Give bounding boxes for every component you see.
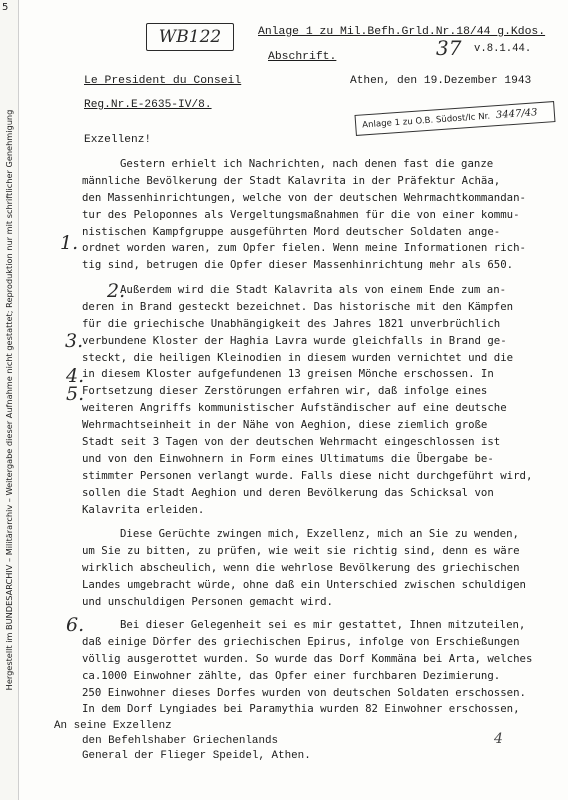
text-line: in diesem Kloster aufgefundenen 13 greisen Mönche erschossen. In <box>82 367 494 381</box>
text-line: stimmter Personen verlangt wurde. Falls diese nicht durchgeführt wird, <box>82 468 533 482</box>
archive-copyright-note: Hergestellt im BUNDESARCHIV – Militärarchiv – Weitergabe dieser Aufnahme nicht gestattet; Reproduktion nur mit schriftlicher Genehmigung <box>4 109 14 691</box>
addressee-line: General der Flieger Speidel, Athen. <box>82 750 311 762</box>
text-line: In dem Dorf Lyngiades bei Paramythia wurden 82 Einwohner erschossen, <box>82 702 520 716</box>
text-line: deren in Brand gesteckt bezeichnet. Das historische mit den Kämpfen <box>82 299 514 313</box>
text-line: und unschuldigen Personen gemacht wird. <box>82 594 333 608</box>
text-line: und von den Einwohnern in Form eines Ultimatums die Übergabe be- <box>82 451 494 465</box>
addressee-line: den Befehlshaber Griechenlands <box>82 735 279 747</box>
text-line: 250 Einwohner dieses Dorfes wurden von deutschen Soldaten erschossen. <box>82 685 526 699</box>
text-line: wirklich abscheulich, wenn die wehrlose Bevölkerung des griechischen <box>82 560 520 574</box>
text-line: männliche Bevölkerung der Stadt Kalavrita in der Präfektur Achäa, <box>82 173 501 187</box>
paragraph-2 <box>82 283 550 519</box>
archive-signature-box: WB122 <box>146 23 234 51</box>
text-line: ca.1000 Einwohner zählte, das Opfer einer furchbaren Dezimierung. <box>82 668 501 682</box>
margin-number-1: 1. <box>60 232 79 254</box>
text-line: steckt, die heiligen Kleinodien in diesem wurden vernichtet und die <box>82 350 514 364</box>
reference-date: v.8.1.44. <box>474 43 532 55</box>
text-line: verbundene Kloster der Haghia Lavra wurde gleichfalls in Brand ge- <box>82 333 507 347</box>
text-line: Diese Gerüchte zwingen mich, Exzellenz, mich an Sie zu wenden, <box>120 527 519 540</box>
handwritten-number: 37 <box>436 36 462 60</box>
text-line: für die griechische Unabhängigkeit des Jahres 1821 unverbrüchlich <box>82 316 501 330</box>
addressee-line: An seine Exzellenz <box>54 720 172 732</box>
copy-label: Abschrift. <box>268 51 337 63</box>
text-line: um Sie zu bitten, zu prüfen, wie weit sie richtig sind, denn es wäre <box>82 543 520 557</box>
sender-title: Le President du Conseil <box>84 75 242 87</box>
stamp-text: Anlage 1 zu O.B. Südost/Ic Nr. <box>361 111 491 130</box>
text-line: tig sind, betrugen die Opfer dieser Massenhinrichtung mehr als 650. <box>82 258 514 272</box>
paragraph-3 <box>82 527 550 611</box>
text-line: daß einige Dörfer des griechischen Epirus, infolge von Erschießungen <box>82 634 520 648</box>
text-line: den Massenhinrichtungen, welche von der deutschen Wehrmachtkommandan- <box>82 190 526 204</box>
page-mark: 4 <box>494 731 503 747</box>
text-line: sollen die Stadt Aeghion und deren Bevölkerung das Schicksal von <box>82 485 494 499</box>
text-line: Landes umgebracht würde, ohne daß ein Unterschied zwischen schuldigen <box>82 577 526 591</box>
text-line: völlig ausgerottet wurden. So wurde das Dorf Kommäna bei Arta, welches <box>82 651 533 665</box>
text-line: Außerdem wird die Stadt Kalavrita als von einem Ende zum an- <box>120 283 507 296</box>
margin-number-3: 3. <box>65 330 84 352</box>
text-line: Bei dieser Gelegenheit sei es mir gestattet, Ihnen mitzuteilen, <box>120 618 526 631</box>
text-line: ordnet worden waren, zum Opfer fielen. Wenn meine Informationen rich- <box>82 241 526 255</box>
text-line: Wehrmachtseinheit in der Nähe von Aeghion, diese ziemlich große <box>82 418 488 432</box>
paragraph-1 <box>82 157 550 275</box>
margin-number-2: 2. <box>107 280 126 302</box>
annex-reference: Anlage 1 zu Mil.Befh.Grld.Nr.18/44 g.Kdos. <box>258 26 546 38</box>
margin-number-5: 5. <box>66 383 85 405</box>
text-line: Stadt seit 3 Tagen von der deutschen Wehrmacht eingeschlossen ist <box>82 435 501 449</box>
text-line: weiteren Angriffs kommunistischer Aufständischer auf eine deutsche <box>82 401 507 415</box>
text-line: nistischen Kampfgruppe ausgeführten Mord deutscher Soldaten ange- <box>82 224 501 238</box>
paragraph-4 <box>82 618 550 719</box>
registration-number: Reg.Nr.E-2635-IV/8. <box>84 99 212 111</box>
archive-margin <box>0 0 19 800</box>
text-line: Kalavrita erleiden. <box>82 502 205 516</box>
stamp-handwritten-number: 3447/43 <box>495 107 538 122</box>
receipt-stamp <box>355 101 556 136</box>
margin-number-6: 6. <box>66 614 85 636</box>
margin-number-4: 4. <box>66 365 85 387</box>
place-date: Athen, den 19.Dezember 1943 <box>350 75 532 87</box>
corner-mark: 5 <box>2 2 9 13</box>
text-line: tur des Peloponnes als Vergeltungsmaßnahmen für die von einer kommu- <box>82 207 520 221</box>
text-line: Fortsetzung dieser Zerstörungen erfahren wir, daß infolge eines <box>82 384 488 398</box>
salutation: Exzellenz! <box>84 134 152 146</box>
text-line: Gestern erhielt ich Nachrichten, nach denen fast die ganze <box>120 157 494 170</box>
